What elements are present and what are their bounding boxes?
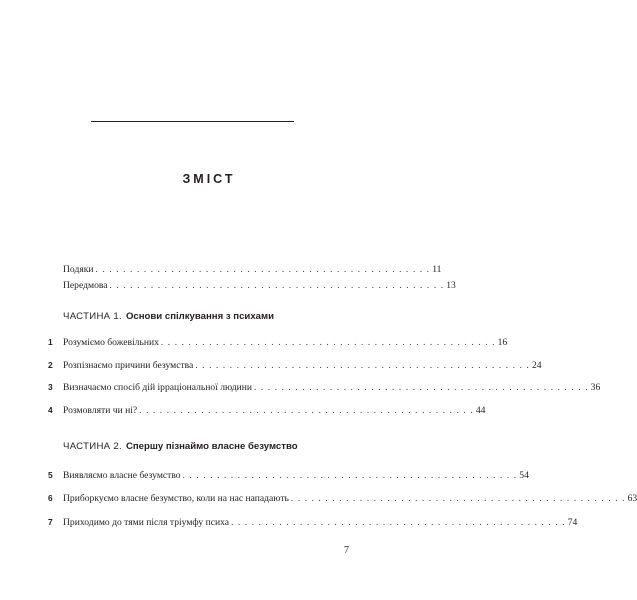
leader-dots: . . . . . . . . . . . . . . . . . . . . . . . . . . . . . . . . . . . . . . . . . . . . . . . . . bbox=[109, 280, 445, 290]
chapter-number: 1 bbox=[48, 337, 53, 347]
part-heading-1 bbox=[63, 311, 274, 322]
toc-entry-chapter-4 bbox=[63, 404, 486, 417]
chapter-number: 2 bbox=[48, 360, 53, 370]
toc-entry-chapter-2 bbox=[63, 359, 542, 372]
leader-dots: . . . . . . . . . . . . . . . . . . . . . . . . . . . . . . . . . . . . . . . . . . . . . . . . . bbox=[182, 470, 518, 480]
toc-entry-label: Розуміємо божевільних bbox=[63, 337, 159, 348]
leader-dots: . . . . . . . . . . . . . . . . . . . . . . . . . . . . . . . . . . . . . . . . . . . . . . . . . bbox=[254, 382, 589, 392]
toc-entry-page: 36 bbox=[590, 382, 601, 393]
toc-entry-page: 44 bbox=[475, 405, 486, 416]
toc-entry-chapter-6 bbox=[63, 492, 637, 505]
toc-entry-chapter-5 bbox=[63, 469, 529, 482]
toc-entry-page: 74 bbox=[567, 517, 578, 528]
toc-entry-label: Приходимо до тями після тріумфу психа bbox=[63, 517, 230, 528]
toc-entry-label: Передмова bbox=[63, 280, 108, 291]
toc-entry-acknowledgements bbox=[63, 263, 442, 276]
toc-entry-label: Розмовляти чи ні? bbox=[63, 405, 138, 416]
part-title: Основи спілкування з психами bbox=[125, 311, 274, 322]
part-title: Спершу пізнаймо власне безумство bbox=[125, 441, 298, 452]
toc-entry-chapter-1 bbox=[63, 336, 508, 349]
part-label: ЧАСТИНА 2. bbox=[63, 441, 122, 452]
toc-entry-label: Розпізнаємо причини безумства bbox=[63, 360, 194, 371]
toc-entry-preface bbox=[63, 279, 456, 292]
leader-dots: . . . . . . . . . . . . . . . . . . . . . . . . . . . . . . . . . . . . . . . . . . . . . . . . . bbox=[139, 405, 474, 415]
toc-entry-page: 24 bbox=[531, 360, 542, 371]
toc-entry-page: 54 bbox=[519, 470, 529, 481]
leader-dots: . . . . . . . . . . . . . . . . . . . . . . . . . . . . . . . . . . . . . . . . . . . . . . . . . bbox=[195, 360, 530, 370]
chapter-number: 5 bbox=[48, 470, 53, 480]
top-rule bbox=[91, 121, 294, 122]
leader-dots: . . . . . . . . . . . . . . . . . . . . . . . . . . . . . . . . . . . . . . . . . . . . . . . . . bbox=[95, 264, 431, 274]
toc-entry-label: Приборкуємо власне безумство, коли на нас нападають bbox=[63, 493, 289, 504]
chapter-number: 6 bbox=[48, 493, 53, 503]
leader-dots: . . . . . . . . . . . . . . . . . . . . . . . . . . . . . . . . . . . . . . . . . . . . . . . . . bbox=[160, 337, 496, 347]
leader-dots: . . . . . . . . . . . . . . . . . . . . . . . . . . . . . . . . . . . . . . . . . . . . . . . . . bbox=[290, 493, 626, 503]
toc-entry-page: 11 bbox=[432, 264, 442, 275]
toc-entry-page: 63 bbox=[627, 493, 637, 504]
page-number: 7 bbox=[344, 545, 349, 556]
toc-entry-chapter-7 bbox=[63, 516, 578, 529]
toc-entry-label: Виявляємо власне безумство bbox=[63, 470, 181, 481]
part-heading-2 bbox=[63, 441, 298, 452]
toc-entry-label: Визначаємо спосіб дій ірраціональної людини bbox=[63, 382, 253, 393]
toc-title: ЗМІСТ bbox=[182, 172, 236, 186]
toc-entry-page: 13 bbox=[446, 280, 456, 291]
chapter-number: 7 bbox=[48, 517, 53, 527]
toc-entry-chapter-3 bbox=[63, 381, 601, 394]
toc-entry-label: Подяки bbox=[63, 264, 94, 275]
leader-dots: . . . . . . . . . . . . . . . . . . . . . . . . . . . . . . . . . . . . . . . . . . . . . . . . . bbox=[231, 517, 566, 527]
chapter-number: 3 bbox=[48, 382, 53, 392]
chapter-number: 4 bbox=[48, 405, 53, 415]
part-label: ЧАСТИНА 1. bbox=[63, 311, 122, 322]
toc-entry-page: 16 bbox=[497, 337, 508, 348]
